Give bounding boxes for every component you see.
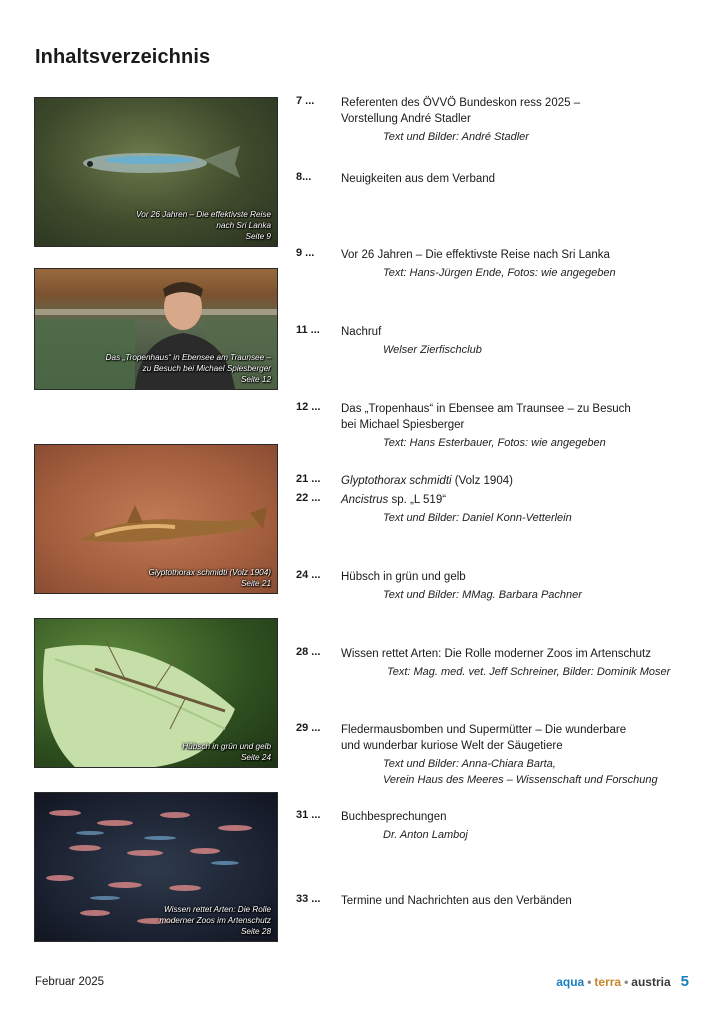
magazine-brand: aqua • terra • austria 5: [556, 973, 689, 990]
photo-caption: Wissen rettet Arten: Die Rolle moderner Zoos im Artenschutz Seite 28: [159, 905, 271, 936]
entry-credits: Welser Zierfischclub: [383, 344, 482, 356]
entry-title: Fledermausbomben und Supermütter – Die wunderbare: [341, 724, 627, 736]
entry-title: Buchbesprechungen: [341, 811, 447, 823]
toc-entry[interactable]: 33 ... Termine und Nachrichten aus den Verbänden: [296, 893, 706, 909]
toc-entry[interactable]: 28 ... Wissen rettet Arten: Die Rolle moderner Zoos im Artenschutz Text: Mag. med. vet. Jeff Schreiner, Bilder: Dominik Moser: [296, 646, 706, 681]
photo-caption: Das „Tropenhaus“ in Ebensee am Traunsee – zu Besuch bei Michael Spiesberger Seite 12: [105, 353, 271, 384]
photo-stick-insect: [34, 618, 278, 768]
entry-title: bei Michael Spiesberger: [341, 419, 465, 431]
entry-title: Vorstellung André Stadler: [341, 113, 471, 125]
toc-entry[interactable]: 21 ... Glyptothorax schmidti (Volz 1904): [296, 473, 706, 489]
entry-credits: Dr. Anton Lamboj: [383, 829, 468, 841]
toc-entry[interactable]: 29 ... Fledermausbomben und Supermütter – Die wunderbare und wunderbar kuriose Welt der Säugetiere Text und Bilder: Anna-Chiara Barta, Verein Haus des Meeres – Wissenschaft und Forschung: [296, 722, 706, 788]
entry-title: Hübsch in grün und gelb: [341, 571, 466, 583]
toc-entry[interactable]: 12 ... Das „Tropenhaus“ in Ebensee am Traunsee – zu Besuch bei Michael Spiesberger Text: Hans Esterbauer, Fotos: wie angegeben: [296, 401, 706, 452]
entry-credits: Text und Bilder: MMag. Barbara Pachner: [383, 589, 582, 601]
entry-title: Vor 26 Jahren – Die effektivste Reise nach Sri Lanka: [341, 249, 610, 261]
photo-sri-lanka-fish: [34, 97, 278, 247]
entry-title: Nachruf: [341, 326, 382, 338]
photo-caption: Glyptothorax schmidti (Volz 1904) Seite 21: [148, 568, 271, 588]
photo-caption: Hübsch in grün und gelb Seite 24: [182, 742, 271, 762]
entry-title: Referenten des ÖVVÖ Bundeskon ress 2025 –: [341, 97, 581, 109]
entry-credits: Text: Mag. med. vet. Jeff Schreiner, Bilder: Dominik Moser: [387, 666, 671, 678]
issue-date: Februar 2025: [35, 976, 105, 988]
toc-entry[interactable]: 8... Neuigkeiten aus dem Verband: [296, 171, 706, 187]
entry-title: Ancistrus sp. „L 519“: [341, 494, 447, 506]
page-title: Inhaltsverzeichnis: [35, 46, 211, 68]
entry-title: Das „Tropenhaus“ in Ebensee am Traunsee – zu Besuch: [341, 403, 631, 415]
entry-credits: Text: Hans Esterbauer, Fotos: wie angegeben: [383, 437, 606, 449]
entry-title: Neuigkeiten aus dem Verband: [341, 173, 496, 185]
entry-credits: Text und Bilder: Anna-Chiara Barta, Verein Haus des Meeres – Wissenschaft und Forschung: [383, 758, 658, 786]
photo-caption: Vor 26 Jahren – Die effektivste Reise nach Sri Lanka Seite 9: [136, 210, 271, 241]
toc-entry[interactable]: 22 ... Ancistrus sp. „L 519“ Text und Bilder: Daniel Konn-Vetterlein: [296, 492, 706, 527]
entry-title: und wunderbar kuriose Welt der Säugetiere: [341, 740, 563, 752]
toc-entry[interactable]: 7 ... Referenten des ÖVVÖ Bundeskon ress 2025 – Vorstellung André Stadler Text und Bilder: André Stadler: [296, 95, 706, 146]
entry-title: Termine und Nachrichten aus den Verbänden: [341, 895, 572, 907]
entry-credits: Text: Hans-Jürgen Ende, Fotos: wie angegeben: [383, 267, 616, 279]
toc-entry[interactable]: 9 ... Vor 26 Jahren – Die effektivste Reise nach Sri Lanka Text: Hans-Jürgen Ende, Fotos: wie angegeben: [296, 247, 706, 282]
page-number: 5: [680, 973, 689, 990]
toc-entry[interactable]: 31 ... Buchbesprechungen Dr. Anton Lamboj: [296, 809, 706, 844]
entry-credits: Text und Bilder: André Stadler: [383, 131, 529, 143]
photo-fish-school: [34, 792, 278, 942]
entry-credits: Text und Bilder: Daniel Konn-Vetterlein: [383, 512, 572, 524]
entry-title: Glyptothorax schmidti (Volz 1904): [341, 475, 513, 487]
photo-glyptothorax: [34, 444, 278, 594]
toc-entry[interactable]: 24 ... Hübsch in grün und gelb Text und Bilder: MMag. Barbara Pachner: [296, 569, 706, 604]
toc-entry[interactable]: 11 ... Nachruf Welser Zierfischclub: [296, 324, 706, 359]
entry-title: Wissen rettet Arten: Die Rolle moderner Zoos im Artenschutz: [341, 648, 651, 660]
photo-tropenhaus: [34, 268, 278, 390]
